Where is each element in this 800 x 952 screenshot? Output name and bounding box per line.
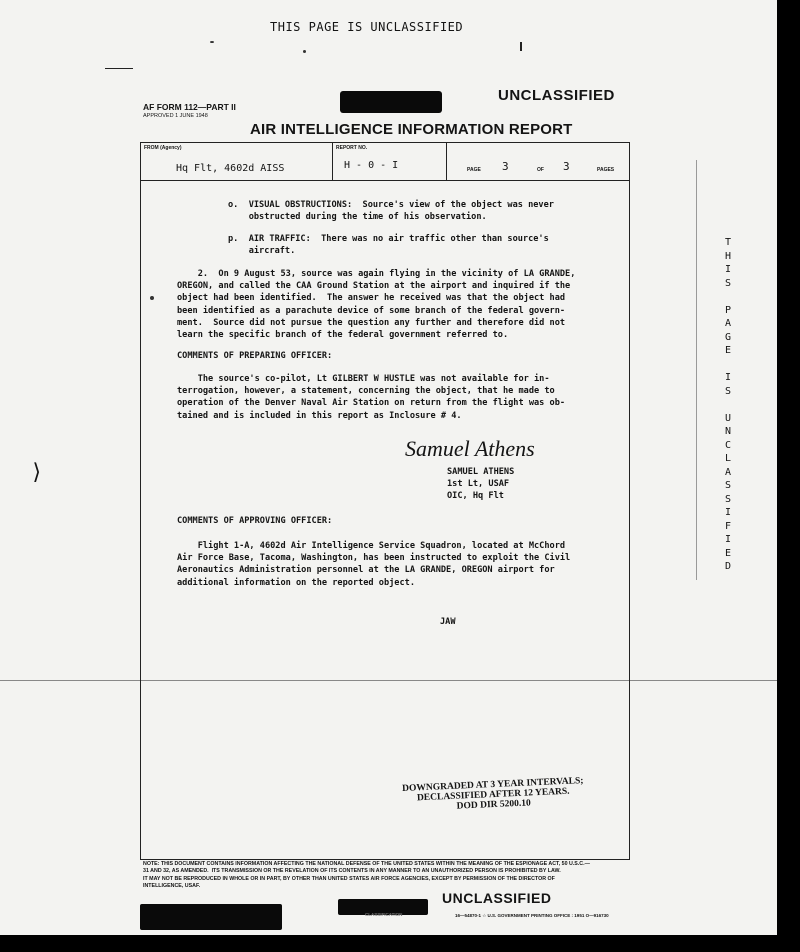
- footer-printing-info: 16—54870-1 ☆ U.S. GOVERNMENT PRINTING OFFICE : 1951 O—916730: [455, 913, 609, 918]
- page-label: PAGE: [467, 167, 481, 173]
- of-label: OF: [537, 167, 544, 173]
- classification-top: UNCLASSIFIED: [498, 87, 615, 104]
- scan-speck: [210, 41, 214, 43]
- vertical-stamp-letter: F: [724, 520, 732, 532]
- header-rule: [140, 180, 630, 181]
- item-o-visual-obstructions: o. VISUAL OBSTRUCTIONS: Source's view of the object was never obstructed during the time of his observation.: [228, 200, 554, 223]
- vertical-stamp-letter: I: [724, 264, 732, 275]
- vertical-stamp-letter: I: [724, 534, 732, 545]
- paragraph-2: 2. On 9 August 53, source was again flying in the vicinity of LA GRANDE, OREGON, and called the CAA Ground Station at the airport and inquired if the object had been identified. The answer he received was that the object had been identified as a parachute device of some branch of the federal govern- ment. Source did not pursue the question any further and therefore did not learn the specific branch of the federal government referred to.: [177, 269, 576, 341]
- vertical-stamp-letter: E: [724, 547, 732, 559]
- espionage-act-notice: NOTE: THIS DOCUMENT CONTAINS INFORMATION AFFECTING THE NATIONAL DEFENSE OF THE UNITED STATES WITHIN THE MEANING OF THE ESPIONAGE ACT, 50 U.S.C.— 31 AND 32, AS AMENDED. ITS TRANSMISSION OR THE REVELATION OF ITS CONTENTS IN ANY MANNER TO AN UNAUTHORIZED PERSON IS PROHIBITED BY LAW. IT MAY NOT BE REPRODUCED IN WHOLE OR IN PART, BY OTHER THAN UNITED STATES AIR FORCE AGENCIES, EXCEPT BY PERMISSION OF THE DIRECTOR OF INTELLIGENCE, USAF.: [143, 861, 590, 890]
- redaction-bar: [140, 904, 282, 930]
- vertical-stamp-letter: C: [724, 439, 732, 451]
- margin-line: [696, 160, 697, 580]
- comments-approving-heading: COMMENTS OF APPROVING OFFICER:: [177, 516, 333, 526]
- vertical-stamp-letter: S: [724, 493, 732, 505]
- vertical-stamp-letter: [721, 398, 735, 412]
- classification-bottom: UNCLASSIFIED: [442, 890, 552, 906]
- comments-preparing-heading: COMMENTS OF PREPARING OFFICER:: [177, 351, 333, 361]
- redaction-bar: [340, 91, 442, 113]
- initials: JAW: [440, 617, 456, 627]
- of-value: 3: [563, 160, 570, 173]
- downgrade-stamp: DOWNGRADED AT 3 YEAR INTERVALS; DECLASSIFIED AFTER 12 YEARS. DOD DIR 5200.10: [402, 776, 584, 812]
- scan-mark: [520, 42, 522, 51]
- pages-label: PAGES: [597, 167, 615, 173]
- signer-block: SAMUEL ATHENS 1st Lt, USAF OIC, Hq Flt: [447, 467, 515, 502]
- vertical-stamp-letter: L: [724, 453, 732, 464]
- report-no-value: H - 0 - I: [344, 160, 399, 171]
- from-label: FROM (Agency): [144, 145, 182, 151]
- vertical-stamp-letter: I: [724, 372, 732, 383]
- margin-mark: ⟩: [30, 460, 44, 485]
- vertical-stamp-letter: P: [724, 304, 732, 316]
- vertical-stamp-letter: H: [724, 250, 732, 262]
- vertical-stamp-letter: G: [724, 331, 732, 343]
- vertical-stamp-letter: S: [724, 385, 732, 397]
- vertical-stamp-letter: D: [724, 561, 732, 572]
- vertical-stamp-letter: S: [724, 277, 732, 289]
- vertical-stamp-letter: U: [724, 412, 732, 424]
- comments-approving-text: Flight 1-A, 4602d Air Intelligence Service Squadron, located at McChord Air Force Base, Tacoma, Washington, has been instructed to exploit the Civil Aeronautics Administration personnel at the LA GRANDE, OREGON airport for additional information on the reported object.: [177, 541, 571, 588]
- vertical-stamp-letter: A: [724, 318, 732, 329]
- vertical-unclassified-stamp: [721, 236, 735, 574]
- header-divider: [446, 142, 447, 180]
- vertical-stamp-letter: [721, 358, 735, 372]
- item-p-air-traffic: p. AIR TRAFFIC: There was no air traffic other than source's aircraft.: [228, 234, 549, 257]
- footer-classification-label: CLASSIFICATION: [365, 912, 403, 917]
- header-divider: [332, 142, 333, 180]
- scan-speck: [303, 50, 306, 53]
- vertical-stamp-letter: N: [724, 426, 732, 437]
- signature: Samuel Athens: [405, 436, 535, 461]
- vertical-stamp-letter: E: [724, 345, 732, 356]
- top-unclassified-notice: THIS PAGE IS UNCLASSIFIED: [270, 20, 464, 34]
- form-approved-date: APPROVED 1 JUNE 1948: [143, 113, 208, 119]
- page-value: 3: [502, 160, 509, 173]
- vertical-stamp-letter: T: [724, 237, 732, 248]
- report-no-label: REPORT NO.: [336, 145, 368, 151]
- scan-border-bottom: [0, 935, 800, 952]
- report-title: AIR INTELLIGENCE INFORMATION REPORT: [250, 121, 573, 138]
- comments-preparing-text: The source's co-pilot, Lt GILBERT W HUSTLE was not available for in- terrogation, however, a statement, concerning the object, that he made to operation of the Denver Naval Air Station on return from the flight was ob- tained and is included in this report as Inclosure # 4.: [177, 374, 566, 421]
- vertical-stamp-letter: A: [724, 466, 732, 478]
- scan-border-right: [777, 0, 800, 952]
- from-value: Hq Flt, 4602d AISS: [176, 163, 285, 174]
- form-name: AF FORM 112—PART II: [143, 102, 236, 112]
- scan-mark: [105, 68, 133, 69]
- vertical-stamp-letter: S: [724, 480, 732, 491]
- vertical-stamp-letter: I: [724, 507, 732, 518]
- vertical-stamp-letter: [721, 290, 735, 304]
